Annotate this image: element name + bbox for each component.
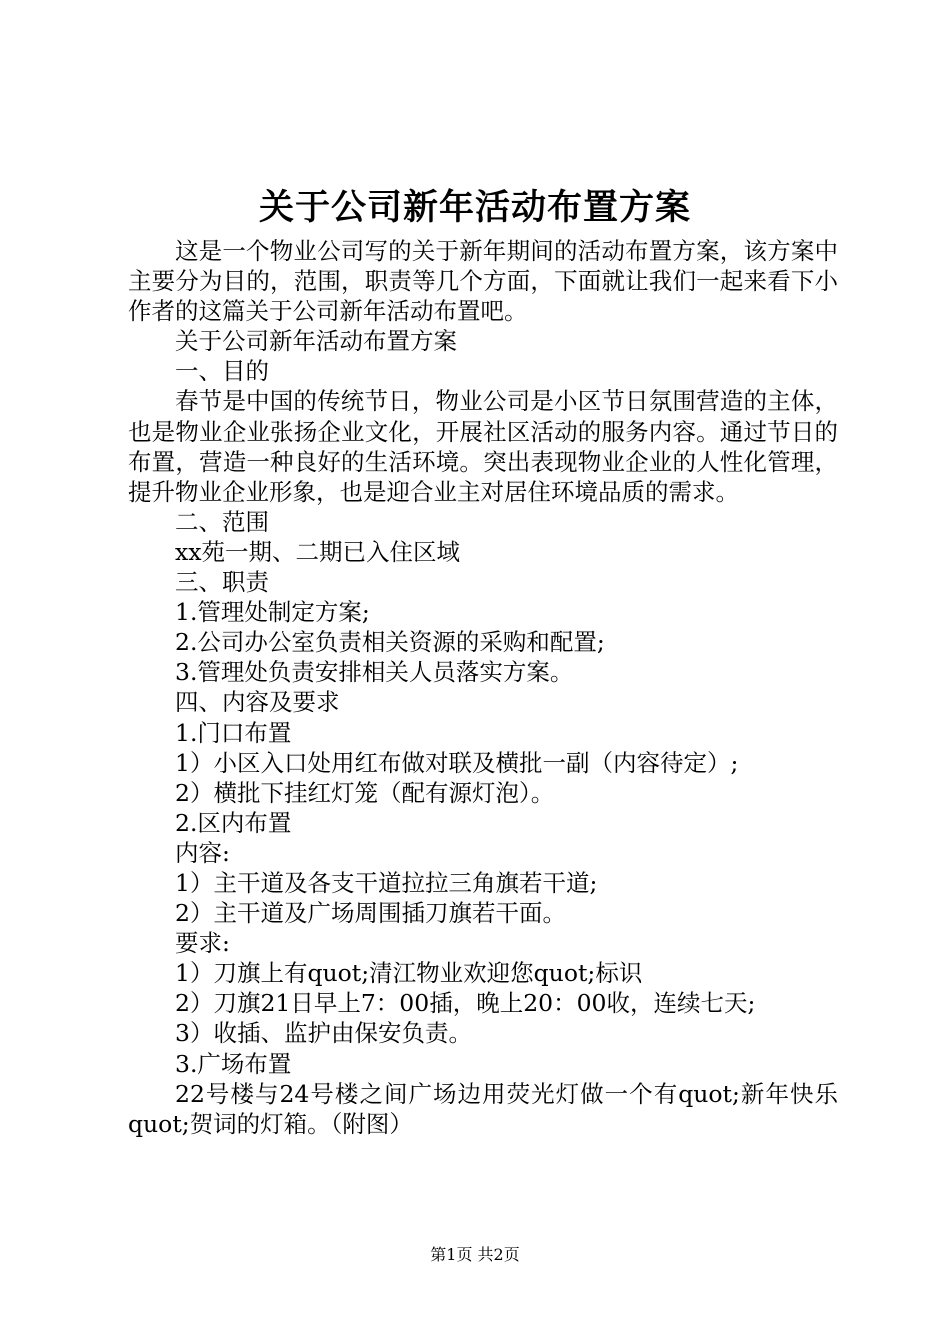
district-requirement-item: 1）刀旗上有quot;清江物业欢迎您quot;标识 (175, 959, 643, 988)
subheading-entrance: 1.门口布置 (175, 718, 292, 747)
document-body (128, 236, 838, 1139)
duty-item: 2.公司办公室负责相关资源的采购和配置; (175, 628, 605, 657)
section-heading-scope: 二、范围 (175, 507, 269, 536)
section-heading-purpose: 一、目的 (175, 357, 269, 386)
duty-item: 1.管理处制定方案; (175, 598, 370, 627)
page-footer: 第1页 共2页 (430, 1245, 520, 1264)
entrance-item: 1）小区入口处用红布做对联及横批一副（内容待定）; (175, 748, 739, 777)
subheading-district: 2.区内布置 (175, 808, 292, 837)
square-paragraph: 22号楼与24号楼之间广场边用荧光灯做一个有quot;新年快乐quot;贺词的灯箱。（附图） (128, 1079, 838, 1138)
district-requirements-label: 要求: (175, 929, 230, 958)
district-content-item: 2）主干道及广场周围插刀旗若干面。 (175, 899, 566, 928)
section-heading-content: 四、内容及要求 (175, 688, 340, 717)
intro-paragraph: 这是一个物业公司写的关于新年期间的活动布置方案，该方案中主要分为目的，范围，职责等几个方面，下面就让我们一起来看下小作者的这篇关于公司新年活动布置吧。 (128, 237, 838, 326)
section-heading-duties: 三、职责 (175, 568, 269, 597)
subheading-square: 3.广场布置 (175, 1049, 292, 1078)
purpose-paragraph: 春节是中国的传统节日，物业公司是小区节日氛围营造的主体，也是物业企业张扬企业文化，开展社区活动的服务内容。通过节日的布置，营造一种良好的生活环境。突出表现物业企业的人性化管理，提升物业企业形象，也是迎合业主对居住环境品质的需求。 (128, 387, 838, 506)
duty-item: 3.管理处负责安排相关人员落实方案。 (175, 658, 574, 687)
district-content-item: 1）主干道及各支干道拉拉三角旗若干道; (175, 868, 598, 897)
plan-heading: 关于公司新年活动布置方案 (175, 327, 457, 356)
district-content-label: 内容: (175, 838, 230, 867)
document-title: 关于公司新年活动布置方案 (258, 188, 691, 228)
entrance-item: 2）横批下挂红灯笼（配有源灯泡）。 (175, 778, 555, 807)
district-requirement-item: 2）刀旗21日早上7：00插，晚上20：00收，连续七天; (175, 989, 756, 1018)
district-requirement-item: 3）收插、监护由保安负责。 (175, 1019, 472, 1048)
scope-paragraph: xx苑一期、二期已入住区域 (175, 537, 461, 566)
